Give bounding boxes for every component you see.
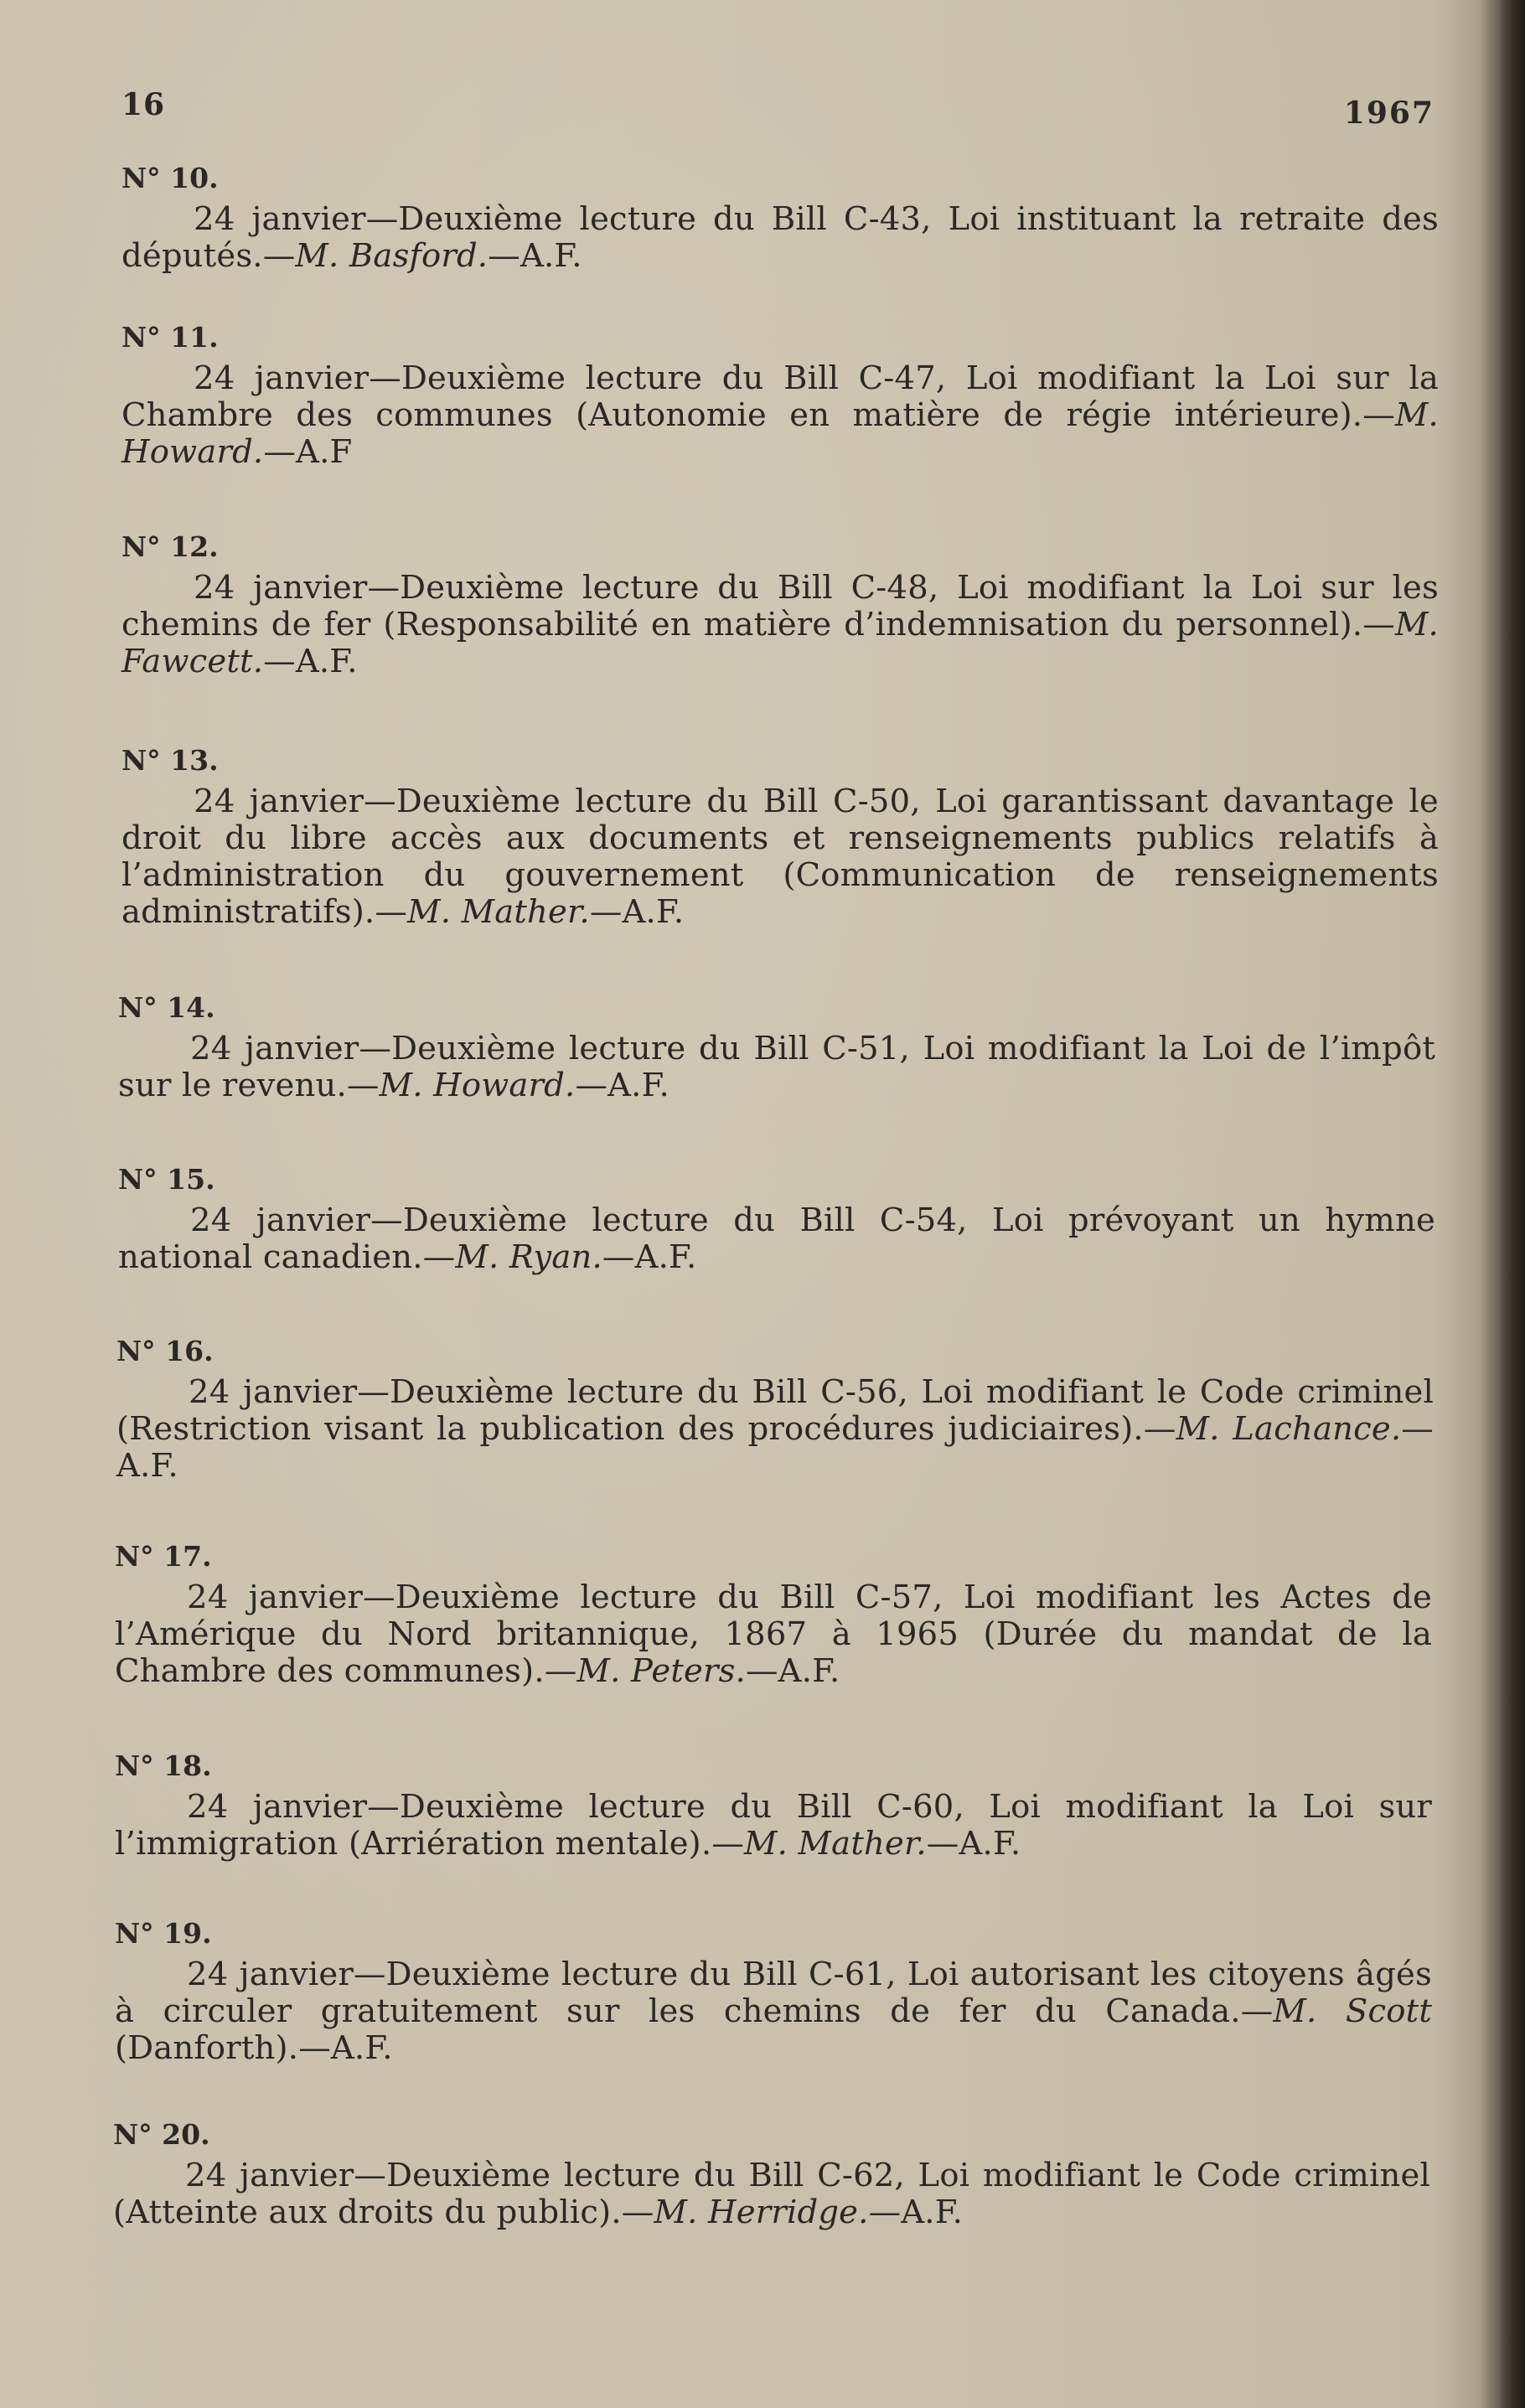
entry-text bbox=[121, 783, 1439, 931]
entry-suffix: —A.F. bbox=[868, 2194, 964, 2231]
entry-16 bbox=[116, 1332, 1434, 1485]
entry-12 bbox=[121, 528, 1439, 680]
entry-19 bbox=[115, 1915, 1432, 2067]
entry-suffix: —A.F. bbox=[745, 1652, 840, 1690]
entry-suffix: —A.F bbox=[263, 433, 353, 471]
entry-member: M. Lachance. bbox=[1176, 1410, 1402, 1448]
entry-member: M. Ryan. bbox=[455, 1238, 602, 1276]
entry-suffix: —A.F. bbox=[589, 893, 685, 931]
entry-14 bbox=[118, 989, 1435, 1104]
page-binding-shadow bbox=[1500, 0, 1525, 2408]
entry-text bbox=[118, 1202, 1435, 1276]
entry-13 bbox=[121, 742, 1439, 931]
entry-body: 24 janvier—Deuxième lecture du Bill C-57, Loi modifiant les Actes de l’Amérique du Nord britannique, 1867 à 1965 (Durée du mandat de la Chambre des communes).— bbox=[115, 1579, 1432, 1690]
entry-20 bbox=[113, 2116, 1430, 2231]
entry-suffix: —A.F. bbox=[602, 1238, 697, 1276]
entry-number: N° 20. bbox=[113, 2118, 210, 2151]
entry-15 bbox=[118, 1160, 1435, 1276]
entry-text bbox=[121, 570, 1439, 680]
entry-member: M. Mather. bbox=[407, 893, 590, 931]
entry-suffix: —A.F. bbox=[488, 237, 582, 275]
entry-suffix: —A.F. bbox=[575, 1067, 669, 1104]
entry-member: M. Mather. bbox=[744, 1825, 927, 1863]
entry-number: N° 15. bbox=[118, 1163, 215, 1196]
entry-member: M. Basford. bbox=[295, 237, 489, 275]
page-number: 16 bbox=[121, 87, 166, 122]
entry-member: M. Howard. bbox=[121, 396, 1439, 471]
entry-text bbox=[113, 2157, 1430, 2231]
entry-member: M. Fawcett. bbox=[121, 606, 1439, 680]
entry-suffix: (Danforth).—A.F. bbox=[115, 2029, 393, 2067]
entry-11 bbox=[121, 318, 1439, 471]
entry-number: N° 19. bbox=[115, 1917, 212, 1950]
entry-body: 24 janvier—Deuxième lecture du Bill C-62, Loi modifiant le Code criminel (Atteinte aux droits du public).— bbox=[113, 2157, 1430, 2231]
entry-text bbox=[121, 201, 1439, 275]
year-header: 1967 bbox=[1343, 96, 1435, 131]
entry-text bbox=[115, 1579, 1432, 1690]
entry-number: N° 11. bbox=[121, 321, 219, 354]
entry-body: 24 janvier—Deuxième lecture du Bill C-51, Loi modifiant la Loi de l’impôt sur le revenu.— bbox=[118, 1030, 1435, 1104]
entry-body: 24 janvier—Deuxième lecture du Bill C-61, Loi autorisant les citoyens âgés à circuler gratuitement sur les chemins de fer du Canada.— bbox=[115, 1956, 1432, 2030]
entry-text bbox=[115, 1789, 1432, 1863]
entry-body: 24 janvier—Deuxième lecture du Bill C-48, Loi modifiant la Loi sur les chemins de fer (Responsabilité en matière d’indemnisation du personnel).— bbox=[121, 569, 1439, 643]
entry-member: M. Howard. bbox=[379, 1067, 576, 1104]
entry-18 bbox=[115, 1747, 1432, 1863]
entry-number: N° 14. bbox=[118, 991, 215, 1024]
entry-member: M. Peters. bbox=[576, 1652, 746, 1690]
entry-number: N° 17. bbox=[115, 1540, 212, 1573]
entry-body: 24 janvier—Deuxième lecture du Bill C-50, Loi garantissant davantage le droit du libre accès aux documents et renseignements publics relatifs à l’administration du gouvernement (Communication de renseignements administratifs).— bbox=[121, 783, 1439, 931]
entry-text bbox=[118, 1031, 1435, 1104]
entry-number: N° 13. bbox=[121, 744, 219, 777]
entry-body: 24 janvier—Deuxième lecture du Bill C-43, Loi instituant la retraite des députés.— bbox=[121, 200, 1439, 275]
entry-suffix: —A.F. bbox=[263, 643, 358, 680]
entry-10 bbox=[121, 159, 1439, 275]
entry-17 bbox=[115, 1537, 1432, 1690]
entry-body: 24 janvier—Deuxième lecture du Bill C-60, Loi modifiant la Loi sur l’immigration (Arriération mentale).— bbox=[115, 1788, 1432, 1863]
entry-text bbox=[121, 360, 1439, 471]
entry-text bbox=[116, 1374, 1434, 1485]
entry-text bbox=[115, 1956, 1432, 2067]
entry-number: N° 16. bbox=[116, 1335, 214, 1367]
entry-body: 24 janvier—Deuxième lecture du Bill C-56, Loi modifiant le Code criminel (Restriction visant la publication des procédures judiciaires).— bbox=[116, 1373, 1434, 1448]
entry-suffix: —A.F. bbox=[116, 1410, 1434, 1485]
entry-body: 24 janvier—Deuxième lecture du Bill C-47, Loi modifiant la Loi sur la Chambre des communes (Autonomie en matière de régie intérieure).— bbox=[121, 359, 1439, 434]
entry-member: M. Scott bbox=[1273, 1992, 1432, 2030]
entry-number: N° 10. bbox=[121, 162, 219, 194]
entry-member: M. Herridge. bbox=[654, 2194, 869, 2231]
entry-body: 24 janvier—Deuxième lecture du Bill C-54, Loi prévoyant un hymne national canadien.— bbox=[118, 1201, 1435, 1276]
entry-number: N° 12. bbox=[121, 530, 219, 563]
entry-number: N° 18. bbox=[115, 1749, 212, 1782]
entry-suffix: —A.F. bbox=[926, 1825, 1021, 1863]
